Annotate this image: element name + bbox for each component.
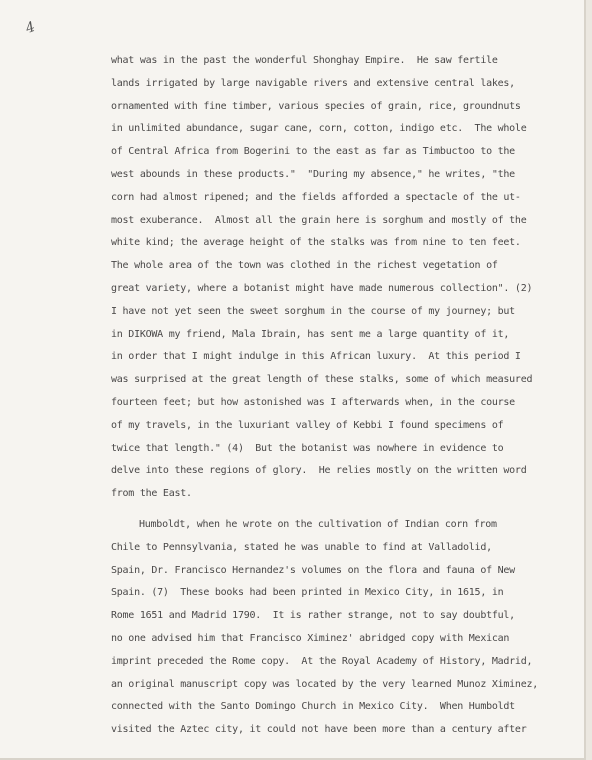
text-line: of my travels, in the luxuriant valley of Kebbi I found specimens of xyxy=(111,419,504,431)
typed-body-text xyxy=(111,50,541,742)
text-line: Humboldt, when he wrote on the cultivation of Indian corn from xyxy=(139,518,497,530)
text-line: an original manuscript copy was located by the very learned Munoz Ximinez, xyxy=(111,678,539,690)
text-line: no one advised him that Francisco Ximinez' abridged copy with Mexican xyxy=(111,632,510,644)
text-line: imprint preceded the Rome copy. At the Royal Academy of History, Madrid, xyxy=(111,655,533,667)
text-line: what was in the past the wonderful Shonghay Empire. He saw fertile xyxy=(111,55,498,66)
text-line: of Central Africa from Bogerini to the east as far as Timbuctoo to the xyxy=(111,146,515,158)
text-line: ornamented with fine timber, various species of grain, rice, groundnuts xyxy=(111,100,521,112)
paragraph-gap xyxy=(111,506,541,514)
text-line: I have not yet seen the sweet sorghum in the course of my journey; but xyxy=(111,305,515,317)
text-line: fourteen feet; but how astonished was I afterwards when, in the course xyxy=(111,396,515,408)
text-line: Rome 1651 and Madrid 1790. It is rather strange, not to say doubtful, xyxy=(111,610,515,622)
text-line: Spain, Dr. Francisco Hernandez's volumes on the flora and fauna of New xyxy=(111,564,515,576)
text-line: lands irrigated by large navigable rivers and extensive central lakes, xyxy=(111,77,515,89)
text-line: was surprised at the great length of these stalks, some of which measured xyxy=(111,374,533,386)
text-line: visited the Aztec city, it could not have been more than a century after xyxy=(111,724,527,736)
text-line: in unlimited abundance, sugar cane, corn, cotton, indigo etc. The whole xyxy=(111,123,527,135)
text-line: white kind; the average height of the stalks was from nine to ten feet. xyxy=(111,237,521,249)
text-line: Chile to Pennsylvania, stated he was unable to find at Valladolid, xyxy=(111,541,492,553)
text-line: great variety, where a botanist might have made numerous collection". (2) xyxy=(111,282,533,294)
text-line: in DIKOWA my friend, Mala Ibrain, has sent me a large quantity of it, xyxy=(111,328,510,340)
text-line: in order that I might indulge in this African luxury. At this period I xyxy=(111,351,521,363)
paragraph xyxy=(111,514,541,742)
paragraph xyxy=(111,50,541,506)
text-line: west abounds in these products." "During my absence," he writes, "the xyxy=(111,168,515,180)
text-line: from the East. xyxy=(111,488,192,500)
text-line: connected with the Santo Domingo Church in Mexico City. When Humboldt xyxy=(111,701,515,713)
text-line: twice that length." (4) But the botanist was nowhere in evidence to xyxy=(111,442,504,454)
text-line: most exuberance. Almost all the grain here is sorghum and mostly of the xyxy=(111,214,527,226)
text-line: The whole area of the town was clothed in the richest vegetation of xyxy=(111,260,498,272)
handwritten-page-number: 4 xyxy=(23,18,38,38)
text-line: corn had almost ripened; and the fields afforded a spectacle of the ut- xyxy=(111,191,521,203)
text-line: Spain. (7) These books had been printed in Mexico City, in 1615, in xyxy=(111,587,504,599)
text-line: delve into these regions of glory. He relies mostly on the written word xyxy=(111,465,527,477)
